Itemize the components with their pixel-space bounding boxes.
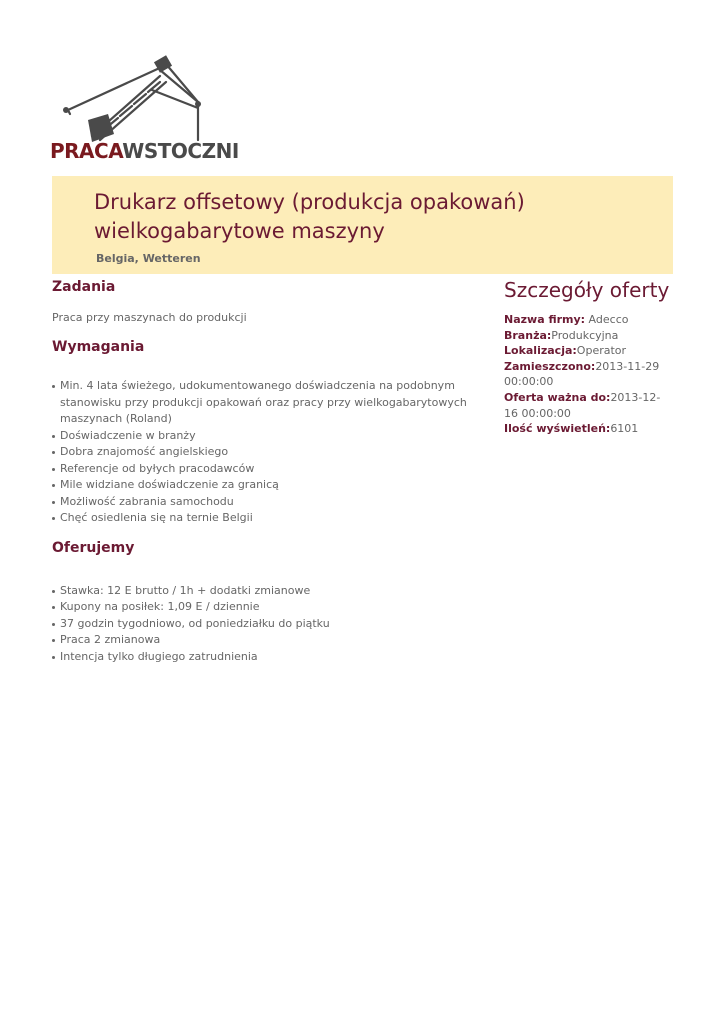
detail-value: Adecco [585,313,629,326]
detail-location [504,343,674,359]
section-heading-offer: Oferujemy [52,539,135,556]
list-item: Praca 2 zmianowa [52,632,502,649]
list-item: Dobra znajomość angielskiego [52,444,502,461]
detail-label: Zamieszczono: [504,359,596,373]
detail-posted [504,359,674,390]
detail-label: Ilość wyświetleń: [504,422,611,436]
detail-value: 2013-12-16 00:00:00 [504,390,661,420]
list-item: Intencja tylko długiego zatrudnienia [52,649,502,666]
offer-list [52,583,502,666]
detail-value: Operator [576,344,627,358]
list-item: Min. 4 lata świeżego, udokumentowanego doświadczenia na podobnym stanowisku przy produkcji opakowań oraz pracy przy wielkogabarytowych maszynach (Roland) [52,378,502,428]
job-title: Drukarz offsetowy (produkcja opakowań) wielkogabarytowe maszyny [94,190,525,243]
detail-value: 6101 [610,422,639,436]
section-heading-tasks: Zadania [52,279,116,295]
section-heading-requirements: Wymagania [52,339,145,355]
details-list [504,312,674,437]
list-item: Chęć osiedlenia się na ternie Belgii [52,510,502,527]
list-item: Mile widziane doświadczenie za granicą [52,477,502,494]
detail-label: Nazwa firmy: [504,313,586,326]
shipyard-crane-icon [48,52,238,142]
job-location: Belgia, Wetteren [96,252,201,265]
list-item: Kupony na posiłek: 1,09 E / dziennie [52,599,502,616]
detail-value: 2013-11-29 00:00:00 [504,359,660,389]
job-header-band [52,176,673,274]
detail-label: Oferta ważna do: [504,390,611,404]
list-item: Możliwość zabrania samochodu [52,494,502,511]
logo-text-praca: PRACA [50,139,123,163]
job-description [52,278,502,665]
detail-valid-until [504,390,674,421]
details-heading: Szczegóły oferty [504,278,670,302]
logo-wordmark [50,138,239,164]
detail-views [504,421,674,437]
requirements-list [52,378,502,527]
list-item: Referencje od byłych pracodawców [52,461,502,478]
site-logo[interactable] [48,52,238,170]
detail-label: Branża: [504,328,552,342]
list-item: Doświadczenie w branży [52,428,502,445]
detail-value: Produkcyjna [551,328,619,342]
detail-label: Lokalizacja: [504,344,577,358]
list-item: Stawka: 12 E brutto / 1h + dodatki zmianowe [52,583,502,600]
logo-text-wstoczni: WSTOCZNI [122,139,239,163]
tasks-text: Praca przy maszynach do produkcji [52,311,247,324]
offer-details [504,276,674,437]
detail-industry [504,328,674,344]
list-item: 37 godzin tygodniowo, od poniedziałku do piątku [52,616,502,633]
detail-company [504,312,674,328]
